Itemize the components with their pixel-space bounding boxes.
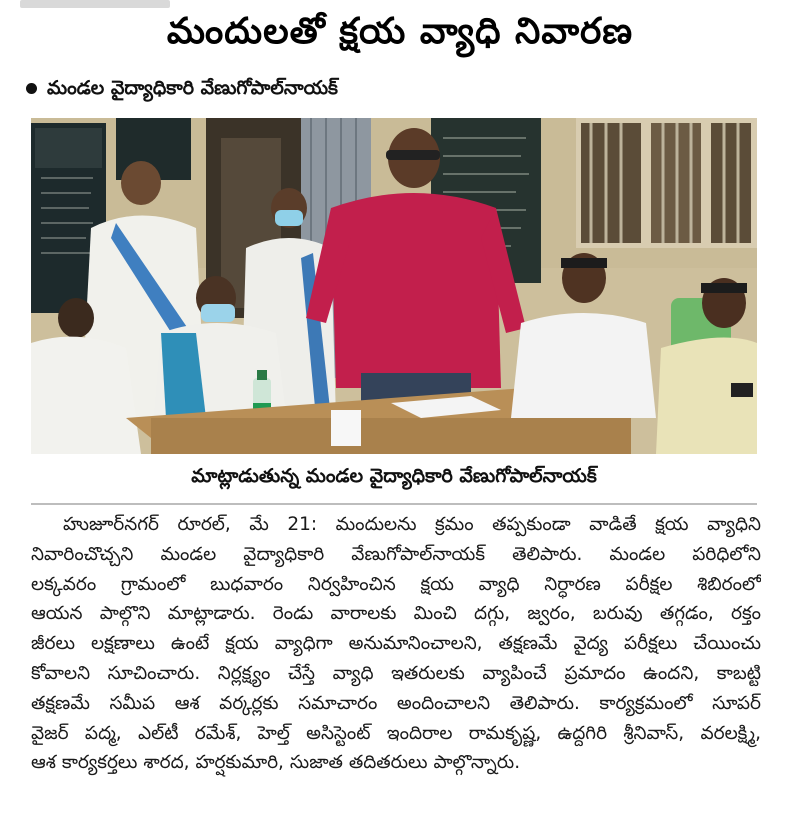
- body-line: కోవాలని సూచించారు. నిర్లక్ష్యం చేస్తే వ్యాధి ఇతరులకు వ్యాపించే ప్రమాదం ఉందని, కాబట్టి: [31, 662, 761, 684]
- news-photo: [31, 118, 757, 454]
- subheadline-text: మండల వైద్యాధికారి వేణుగోపాల్‌నాయక్: [47, 77, 338, 99]
- body-line: నివారించొచ్చని మండల వైద్యాధికారి వేణుగోపాల్‌నాయక్ తెలిపారు. మండల పరిధిలోని: [31, 543, 761, 565]
- body-line: తక్షణమే సమీప ఆశ వర్కర్లకు సమాచారం అందించాలని తెలిపారు. కార్యక్రమంలో సూపర్: [31, 692, 761, 714]
- headline: మందులతో క్షయ వ్యాధి నివారణ: [166, 11, 634, 52]
- caption-area: [31, 454, 757, 500]
- divider: [31, 503, 757, 505]
- body-line: వైజర్ పద్మ, ఎల్‌టీ రమేశ్, హెల్త్ అసిస్టెంట్ ఇందిరాల రామకృష్ణ, ఉద్దగిరి శ్రీనివాస్, వరలక్ష్మి,: [31, 722, 761, 744]
- photo-caption: మాట్లాడుతున్న మండల వైద్యాధికారి వేణుగోపాల్‌నాయక్: [191, 465, 597, 487]
- subheadline: [26, 74, 766, 102]
- body-line: ఆశ కార్యకర్తలు శారద, హర్షకుమారి, సుజాత తదితరులు పాల్గొన్నారు.: [31, 752, 521, 774]
- body-line: ఆయన పాల్గొని మాట్లాడారు. రెండు వారాలకు మించి దగ్గు, జ్వరం, బరువు తగ్గడం, రక్తం: [31, 603, 761, 625]
- body-line: హుజూర్‌నగర్ రూరల్, మే 21: మందులను క్రమం తప్పకుండా వాడితే క్షయ వ్యాధిని: [63, 514, 761, 535]
- photo-illustration: [31, 118, 757, 454]
- body-line: జీరలు లక్షణాలు ఉంటే క్షయ వ్యాధిగా అనుమానించాలని, తక్షణమే వైద్య పరీక్షలు చేయించు: [31, 633, 761, 655]
- article-body: [31, 510, 761, 778]
- bullet-icon: [26, 83, 37, 94]
- body-line: లక్కవరం గ్రామంలో బుధవారం నిర్వహించిన క్షయ వ్యాధి నిర్ధారణ పరీక్షల శిబిరంలో: [31, 573, 761, 595]
